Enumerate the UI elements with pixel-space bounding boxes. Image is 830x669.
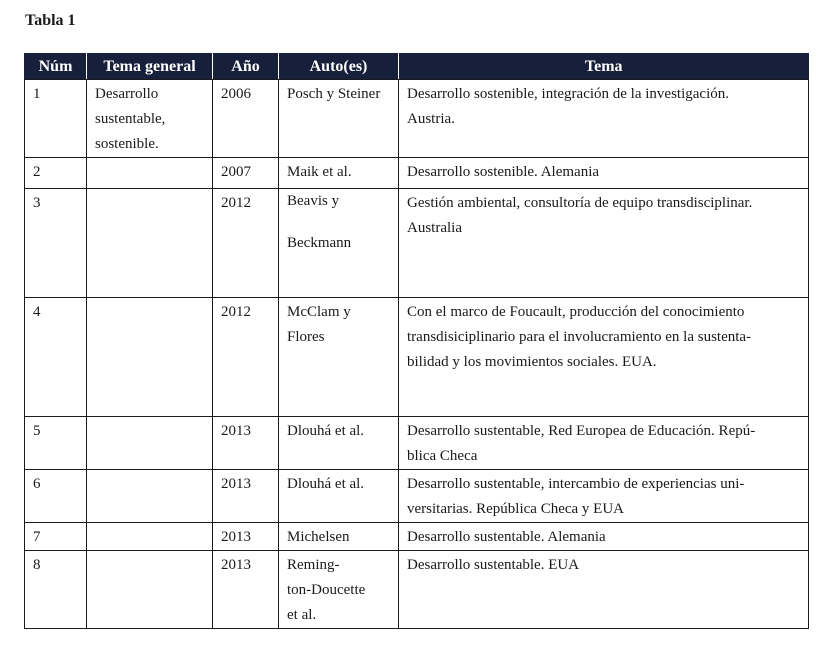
cell-general-topic (87, 298, 213, 417)
cell-authors: Maik et al. (279, 158, 399, 189)
table-row (25, 189, 809, 298)
table-row (25, 551, 809, 629)
cell-year: 2012 (213, 298, 279, 417)
table-header-row (25, 53, 809, 80)
table-row (25, 523, 809, 551)
cell-general-topic (87, 551, 213, 629)
cell-topic: Gestión ambiental, consultoría de equipo transdisciplinar. Australia (399, 189, 809, 298)
cell-authors: Michelsen (279, 523, 399, 551)
cell-num: 5 (25, 417, 87, 470)
cell-num: 2 (25, 158, 87, 189)
header-topic: Tema (399, 53, 809, 80)
header-year: Año (213, 53, 279, 80)
cell-authors: Dlouhá et al. (279, 417, 399, 470)
header-num: Núm (25, 53, 87, 80)
cell-num: 6 (25, 470, 87, 523)
cell-general-topic (87, 523, 213, 551)
cell-topic: Desarrollo sustentable, intercambio de experiencias uni- versitarias. República Checa y EUA (399, 470, 809, 523)
cell-topic: Desarrollo sustentable. Alemania (399, 523, 809, 551)
cell-year: 2013 (213, 417, 279, 470)
cell-general-topic: Desarrollo sustentable, sostenible. (87, 80, 213, 158)
cell-topic: Desarrollo sustentable, Red Europea de Educación. Repú- blica Checa (399, 417, 809, 470)
cell-authors: Reming- ton-Doucette et al. (279, 551, 399, 629)
cell-authors: Posch y Steiner (279, 80, 399, 158)
table-row (25, 417, 809, 470)
header-authors: Auto(es) (279, 53, 399, 80)
cell-num: 1 (25, 80, 87, 158)
cell-authors: Beavis y Beckmann (279, 189, 399, 298)
cell-topic: Desarrollo sostenible. Alemania (399, 158, 809, 189)
cell-topic: Desarrollo sustentable. EUA (399, 551, 809, 629)
cell-authors: McClam y Flores (279, 298, 399, 417)
cell-num: 8 (25, 551, 87, 629)
cell-year: 2007 (213, 158, 279, 189)
cell-topic: Desarrollo sostenible, integración de la investigación. Austria. (399, 80, 809, 158)
cell-year: 2013 (213, 470, 279, 523)
table-row (25, 80, 809, 158)
cell-authors: Dlouhá et al. (279, 470, 399, 523)
cell-year: 2013 (213, 523, 279, 551)
cell-num: 7 (25, 523, 87, 551)
cell-general-topic (87, 158, 213, 189)
table-row (25, 298, 809, 417)
data-table (24, 53, 809, 629)
table-caption: Tabla 1 (25, 12, 76, 29)
cell-year: 2006 (213, 80, 279, 158)
cell-year: 2012 (213, 189, 279, 298)
cell-topic: Con el marco de Foucault, producción del conocimiento transdisiciplinario para el involucramiento en la sustenta- bilidad y los movimientos sociales. EUA. (399, 298, 809, 417)
cell-general-topic (87, 189, 213, 298)
table-row (25, 470, 809, 523)
cell-num: 4 (25, 298, 87, 417)
table-row (25, 158, 809, 189)
cell-num: 3 (25, 189, 87, 298)
cell-general-topic (87, 470, 213, 523)
cell-year: 2013 (213, 551, 279, 629)
cell-general-topic (87, 417, 213, 470)
header-general-topic: Tema general (87, 53, 213, 80)
